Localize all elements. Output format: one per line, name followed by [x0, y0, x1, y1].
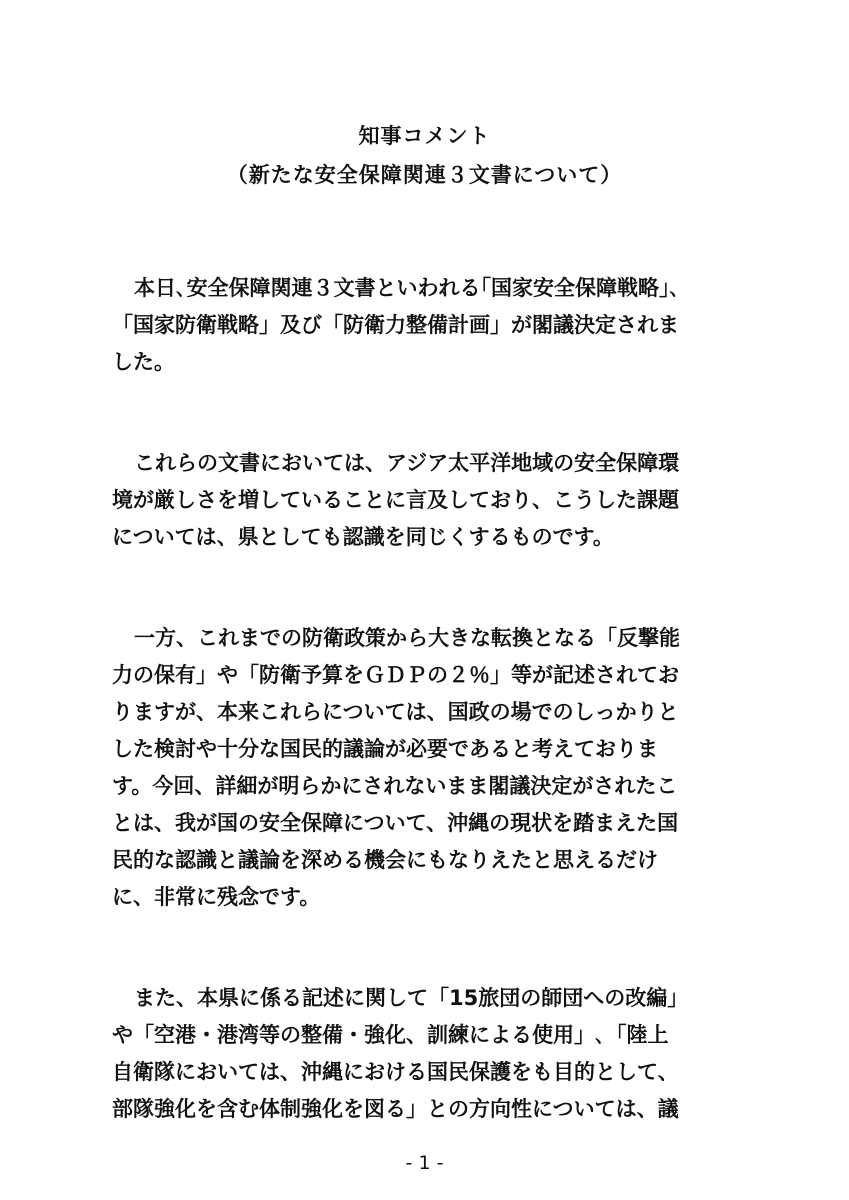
paragraph-line: や「空港・港湾等の整備・強化、訓練による使用」､「陸上 — [112, 1023, 669, 1047]
paragraph-3 — [112, 620, 752, 916]
paragraph-line: した。 — [112, 350, 175, 374]
paragraph-line: りますが、本来これらについては、国政の場でのしっかりと — [112, 700, 679, 724]
paragraph-line: 境が厳しさを増していることに言及しており、こうした課題 — [112, 488, 679, 512]
paragraph-line: 自衛隊においては、沖縄における国民保護をも目的として、 — [112, 1060, 679, 1084]
paragraph-line: した検討や十分な国民的議論が必要であると考えておりま — [112, 737, 658, 761]
document-subtitle: （新たな安全保障関連３文書について） — [226, 163, 623, 187]
paragraph-line: す。今回、詳細が明らかにされないまま閣議決定がされたこ — [112, 774, 678, 798]
page-number: - 1 - — [405, 1152, 444, 1174]
document-title: 知事コメント — [358, 124, 491, 148]
paragraph-1 — [112, 270, 752, 381]
paragraph-line: に、非常に残念です。 — [112, 885, 321, 909]
paragraph-line: 本日､安全保障関連３文書といわれる｢国家安全保障戦略｣､ — [134, 276, 680, 300]
paragraph-2 — [112, 445, 752, 556]
paragraph-line: 民的な認識と議論を深める機会にもなりえたと思えるだけ — [112, 848, 658, 872]
paragraph-line: とは、我が国の安全保障について、沖縄の現状を踏まえた国 — [112, 811, 679, 835]
paragraph-line: これらの文書においては、アジア太平洋地域の安全保障環 — [134, 451, 680, 475]
paragraph-line: また、本県に係る記述に関して「15旅団の師団への改編」 — [134, 986, 689, 1010]
paragraph-line: 一方、これまでの防衛政策から大きな転換となる「反撃能 — [134, 626, 680, 650]
paragraph-line: 「国家防衛戦略」及び「防衛力整備計画」が閣議決定されま — [112, 313, 679, 337]
paragraph-line: 部隊強化を含む体制強化を図る」との方向性については、議 — [112, 1097, 679, 1121]
paragraph-line: については、県としても認識を同じくするものです。 — [112, 525, 614, 549]
paragraph-line: 力の保有」や「防衛予算をＧＤＰの２％」等が記述されてお — [112, 663, 679, 687]
comment-body — [112, 270, 752, 1128]
paragraph-4 — [112, 980, 752, 1128]
